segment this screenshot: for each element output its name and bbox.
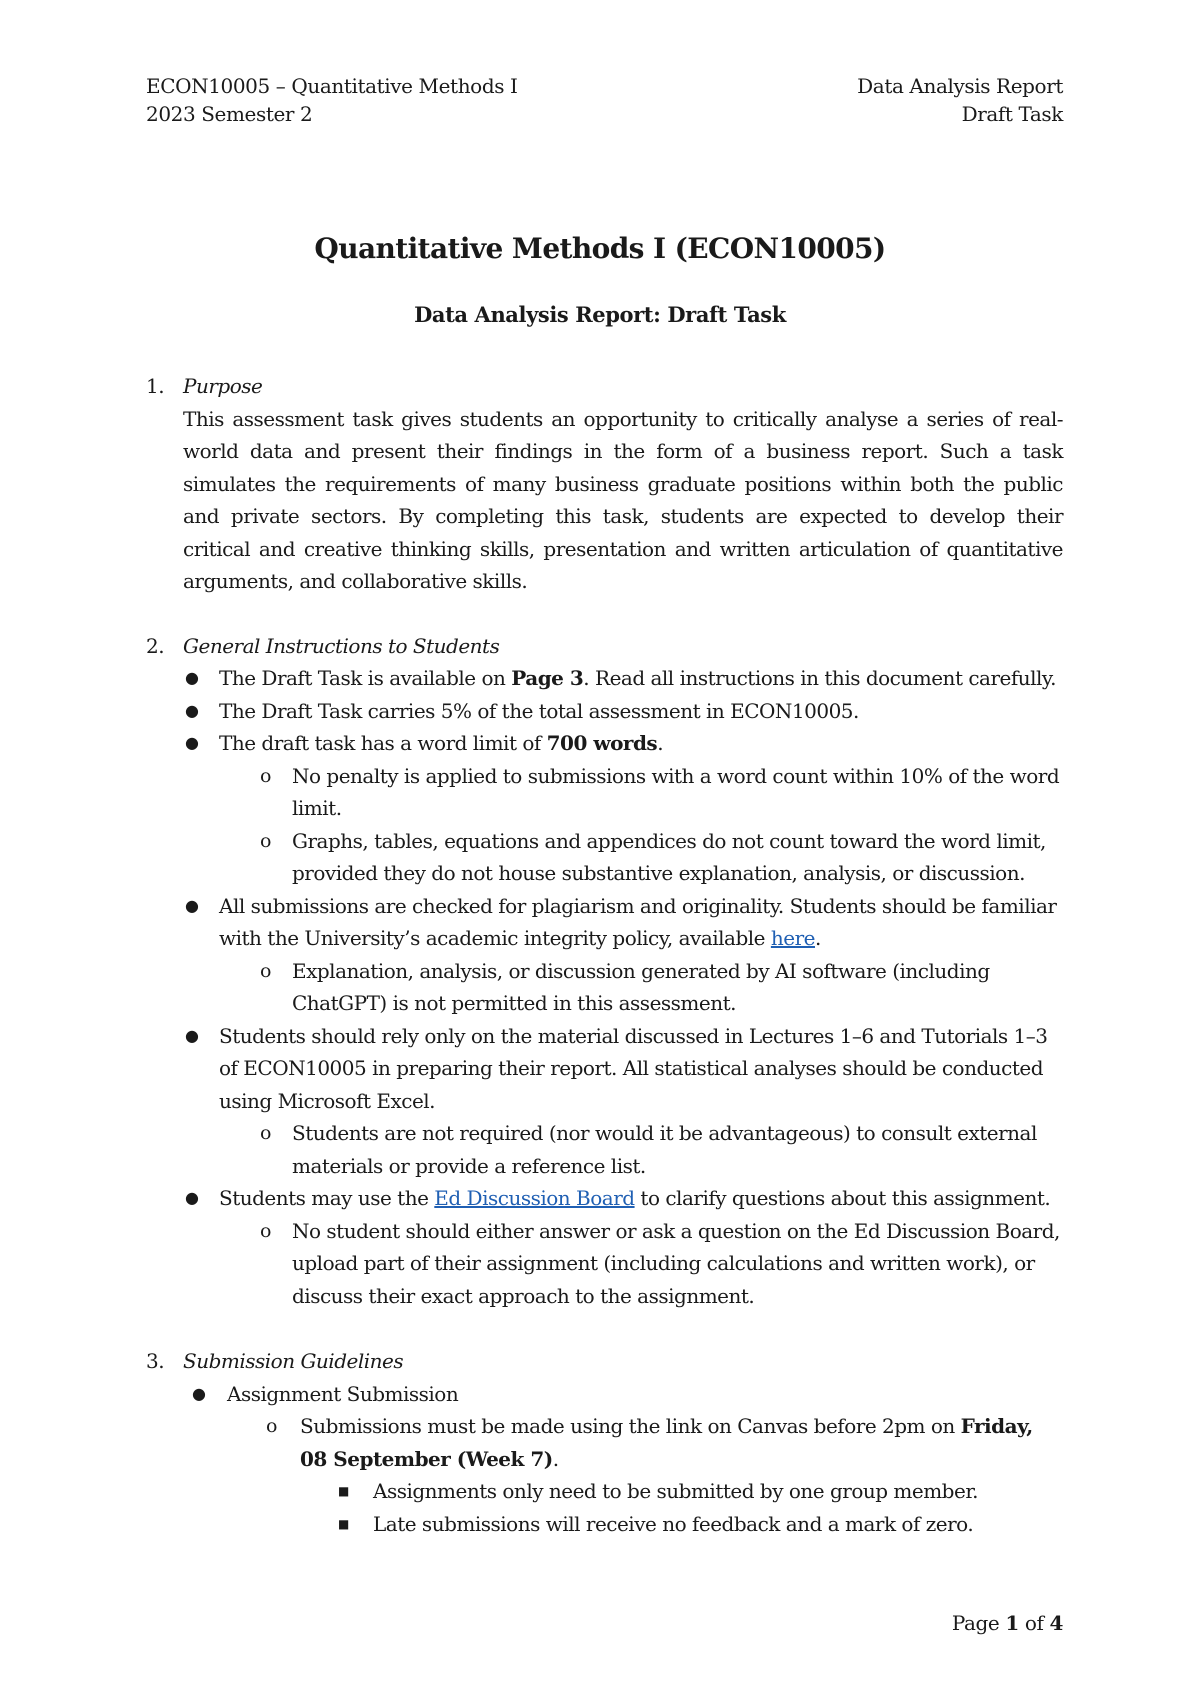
academic-integrity-link[interactable]: here (770, 926, 815, 950)
sub-list-item (0, 955, 1063, 1020)
document-title: Quantitative Methods I (ECON10005) (314, 232, 886, 265)
list-text: . (815, 926, 821, 950)
section-number: 3. (146, 1349, 165, 1373)
bold-text: Page 3 (511, 666, 584, 690)
section-heading (0, 1345, 1200, 1378)
list-text: Graphs, tables, equations and appendices do not count toward the word limit, provided they do not house substantive explanation, analysis, or discussion. (292, 828, 1046, 885)
list-item (0, 662, 1063, 695)
document-subtitle: Data Analysis Report: Draft Task (414, 302, 786, 327)
list-text: No student should either answer or ask a question on the Ed Discussion Board, upload part of their assignment (including calculations and written work), or discuss their exact approach to the assignment. (292, 1218, 1060, 1308)
hollow-bullet-icon: o (260, 1219, 271, 1242)
section-heading (0, 630, 1200, 663)
sub-list-item (0, 760, 1063, 825)
page-label: Page (951, 1611, 1000, 1635)
section-heading (0, 370, 1200, 403)
of-label: of (1024, 1611, 1044, 1635)
list-item (0, 1182, 1063, 1215)
list-item (0, 1378, 1063, 1411)
total-pages: 4 (1049, 1611, 1063, 1635)
list-item (0, 1020, 1063, 1118)
bold-text: 700 words (546, 731, 658, 755)
section-title: Submission Guidelines (183, 1349, 404, 1373)
bullet-icon: ● (192, 1383, 206, 1403)
list-text: The Draft Task is available on (219, 666, 512, 690)
document-body (0, 370, 1200, 1540)
purpose-paragraph: This assessment task gives students an opportunity to critically analyse a series of real-world data and present their findings in the form of a business report. Such a task simulates the requirements of many business graduate positions within both the public and private sectors. By completing this task, students are expected to develop their critical and creative thinking skills, presentation and written articulation of quantitative arguments, and collaborative skills. (183, 406, 1063, 593)
section-title: Purpose (183, 374, 263, 398)
sub-list-item (0, 1410, 1063, 1475)
deadline-text: Friday, 08 September (Week 7) (300, 1414, 1033, 1471)
bullet-icon: ● (185, 733, 199, 752)
course-title: ECON10005 – Quantitative Methods I (146, 74, 518, 98)
hollow-bullet-icon: o (260, 1122, 271, 1144)
list-item (0, 695, 1063, 728)
semester: 2023 Semester 2 (146, 102, 313, 126)
list-text: . (552, 1446, 559, 1471)
list-text: Late submissions will receive no feedback and a mark of zero. (373, 1511, 974, 1536)
sub-list-item (0, 825, 1063, 890)
task-type: Draft Task (961, 102, 1063, 126)
hollow-bullet-icon: o (260, 764, 271, 787)
sub-sub-list-item (0, 1475, 1063, 1508)
ed-discussion-board-link[interactable]: Ed Discussion Board (434, 1186, 635, 1210)
section-title: General Instructions to Students (183, 633, 500, 658)
list-text: Assignment Submission (227, 1381, 459, 1406)
current-page: 1 (1005, 1611, 1019, 1635)
sub-sub-list-item (0, 1508, 1063, 1541)
hollow-bullet-icon: o (260, 959, 271, 982)
list-item (0, 727, 1063, 760)
bullet-icon: ● (185, 668, 199, 687)
bullet-icon: ● (185, 700, 199, 720)
list-text: The Draft Task carries 5% of the total assessment in ECON10005. (219, 698, 859, 723)
list-text: . (657, 731, 664, 755)
list-text: to clarify questions about this assignment. (634, 1186, 1051, 1210)
section-submission-guidelines (0, 1345, 1200, 1540)
list-text: Assignments only need to be submitted by one group member. (373, 1479, 979, 1503)
hollow-bullet-icon: o (266, 1415, 277, 1437)
bullet-icon: ● (185, 1025, 199, 1045)
sub-list-item (0, 1215, 1063, 1313)
bullet-icon: ● (185, 1188, 199, 1207)
square-bullet-icon: ■ (338, 1516, 349, 1531)
list-text: Students should rely only on the material discussed in Lectures 1–6 and Tutorials 1–3 of ECON10005 in preparing their report. All statistical analyses should be conducted using Microsoft Excel. (219, 1023, 1048, 1113)
list-text: Students are not required (nor would it be advantageous) to consult external materials or provide a reference list. (292, 1121, 1037, 1178)
report-type: Data Analysis Report (857, 74, 1063, 98)
section-purpose (0, 370, 1200, 598)
square-bullet-icon: ■ (338, 1484, 349, 1498)
header-right (857, 72, 1063, 128)
hollow-bullet-icon: o (260, 829, 271, 852)
list-text: All submissions are checked for plagiarism and originality. Students should be familiar with the University’s academic integrity policy, available (219, 893, 1057, 950)
list-text: Students may use the (219, 1186, 435, 1210)
bullet-icon: ● (185, 895, 199, 915)
list-text: The draft task has a word limit of (219, 731, 547, 755)
list-text: No penalty is applied to submissions with a word count within 10% of the word limit. (292, 763, 1060, 820)
page-number (952, 1611, 1063, 1635)
section-general-instructions (0, 630, 1200, 1313)
list-item (0, 890, 1063, 955)
list-text: Submissions must be made using the link on Canvas before 2pm on (300, 1414, 961, 1438)
list-text: Explanation, analysis, or discussion generated by AI software (including ChatGPT) is not permitted in this assessment. (292, 958, 990, 1015)
list-text: . Read all instructions in this document carefully. (583, 666, 1056, 690)
header-left (146, 72, 518, 128)
section-number: 1. (146, 374, 165, 398)
section-number: 2. (146, 633, 165, 658)
sub-list-item (0, 1117, 1063, 1182)
